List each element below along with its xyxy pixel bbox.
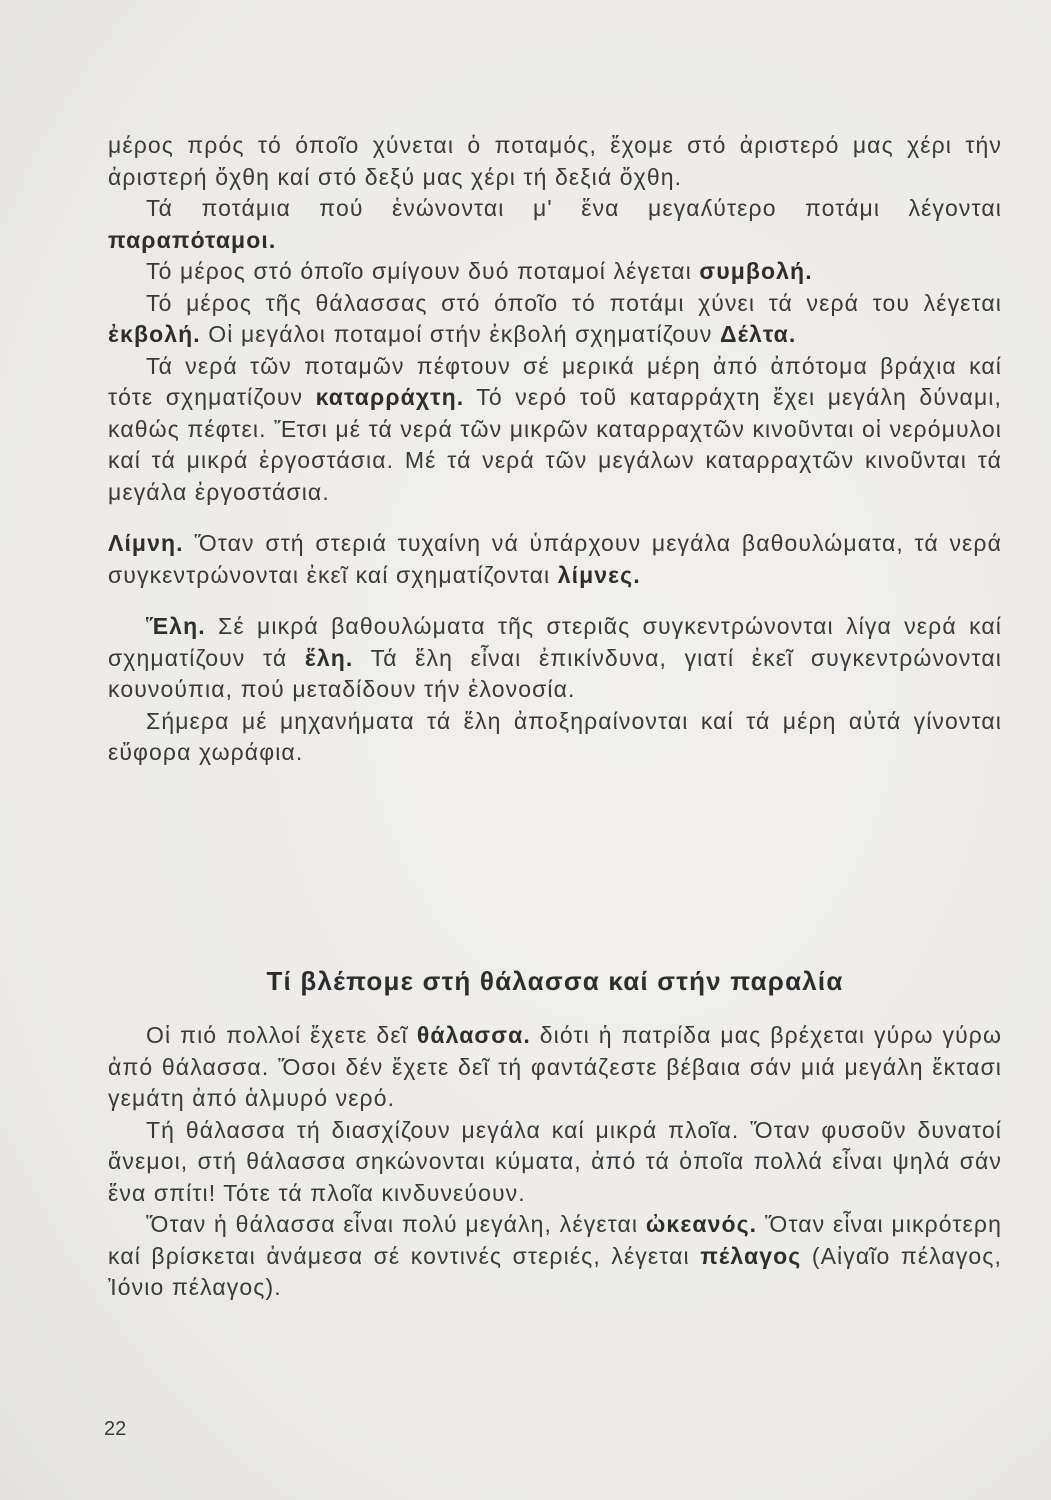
term-river-mouth: ἐκβολή.: [108, 321, 201, 347]
paragraph-text: Σέ μικρά βαθουλώματα τῆς στεριᾶς συγκεντρώνονται λίγα νερά καί σχηματίζουν τά: [108, 613, 1002, 671]
term-marshes: Ἕλη.: [146, 613, 206, 639]
paragraph-text: Ὅταν εἶναι μικρότερη καί βρίσκεται ἀνάμεσα σέ κοντινές στεριές, λέγεται: [108, 1211, 1002, 1269]
section-sea-text: [108, 1020, 1002, 1304]
paragraph-text: Τό μέρος στό όποῖο σμίγουν δυό ποταμοί λέγεται: [146, 258, 700, 284]
term-marshes-inline: ἕλη.: [304, 644, 354, 671]
paragraph-text: Οἱ μεγάλοι ποταμοί στήν ἐκβολή σχηματίζουν: [200, 321, 720, 347]
paragraph-sea: [108, 1020, 1002, 1115]
paragraph-drainage: Σήμερα μέ μηχανήματα τά ἕλη ἀποξηραίνονται καί τά μέρη αὐτά γίνονται εὔφορα χωράφια.: [108, 707, 1002, 765]
paragraph-text: διότι ἡ πατρίδα μας βρέχεται γύρω γύρω ἀπό θάλασσα. Ὅσοι δέν ἔχετε δεῖ τή φαντάζεστε βέβαια σάν μιά μεγάλη ἔκτασι γεμάτη ἀπό ἁλμυρό νερό.: [108, 1022, 1002, 1111]
paragraph-text: Ὅταν στή στεριά τυχαίνη νά ὑπάρχουν μεγάλα βαθουλώματα, τά νερά συγκεντρώνονται ἐκεῖ καί σχηματίζονται: [108, 530, 1002, 588]
paragraph-text: Τά νερά τῶν ποταμῶν πέφτουν σέ μερικά μέρη ἀπό ἀπότομα βράχια καί τότε σχηματίζουν: [108, 352, 1002, 410]
section-rivers-text: [108, 130, 1002, 769]
term-delta: Δέλτα.: [719, 321, 797, 347]
section-heading: Τί βλέπομε στή θάλασσα καί στήν παραλία: [266, 966, 844, 996]
term-ocean: ὠκεανός.: [645, 1211, 758, 1237]
page-number: 22: [104, 1418, 127, 1440]
term-waterfall: καταρράχτη.: [315, 384, 465, 410]
paragraph-text: Ὅταν ἡ θάλασσα εἶναι πολύ μεγάλη, λέγεται: [146, 1211, 646, 1237]
paragraph-text: Τό μέρος τῆς θάλασσας στό όποῖο τό ποτάμι χύνει τά νερά του λέγεται: [146, 289, 1002, 316]
paragraph-river-mouth: [108, 288, 1002, 351]
paragraph-waterfall: [108, 351, 1002, 509]
term-pelagos: πέλαγος: [700, 1242, 802, 1269]
term-lakes: λίμνες.: [557, 561, 641, 588]
paragraph-text: Τά ἕλη εἶναι ἐπικίνδυνα, γιατί ἐκεῖ συγκεντρώνονται κουνούπια, πού μεταδίδουν τήν ἑλονοσία.: [108, 644, 1002, 702]
paragraph-text: Τά ποτάμια πού ἑνώνονται μ' ἕνα μεγαʎύτερο ποτάμι λέγονται: [146, 195, 1002, 221]
paragraph-text: Οἱ πιό πολλοί ἔχετε δεῖ: [146, 1022, 417, 1048]
paragraph-ships-waves: Τή θάλασσα τή διασχίζουν μεγάλα καί μικρά πλοῖα. Ὅταν φυσοῦν δυνατοί ἄνεμοι, στή θάλασσα σηκώνονται κύματα, ἀπό τά ὁποῖα πολλά εἶναι ψηλά σάν ἕνα σπίτι! Τότε τά πλοῖα κινδυνεύουν.: [108, 1116, 1002, 1206]
paragraph-lake: [108, 528, 1002, 591]
term-tributaries: παραπόταμοι.: [108, 226, 277, 253]
paragraph-text: (Αἰγαῖο πέλαγος, Ἰόνιο πέλαγος).: [108, 1242, 1002, 1300]
paragraph-ocean: [108, 1209, 1002, 1304]
term-confluence: συμβολή.: [699, 258, 813, 284]
paragraph-marshes: [108, 611, 1002, 706]
term-lake: Λίμνη.: [108, 530, 184, 556]
paragraph-text: Τό νερό τοῦ καταρράχτη ἔχει μεγάλη δύναμι, καθώς πέφτει. Ἔτσι μέ τά νερά τῶν μικρῶν καταρραχτῶν κινοῦνται οἱ νερόμυλοι καί τά μικρά ἐργοστάσια. Μέ τά νερά τῶν μεγάλων καταρραχτῶν κινοῦνται τά μεγάλα ἐργοστάσια.: [108, 384, 1002, 505]
term-sea: θάλασσα.: [416, 1022, 531, 1048]
paragraph-river-banks: μέρος πρός τό όποῖο χύνεται ὁ ποταμός, ἔχομε στό ἀριστερό μας χέρι τήν ἀριστερή ὄχθη καί στό δεξύ μας χέρι τή δεξιά ὄχθη.: [108, 132, 1002, 190]
paragraph-tributaries: [108, 193, 1002, 256]
paragraph-confluence: [108, 256, 1002, 288]
